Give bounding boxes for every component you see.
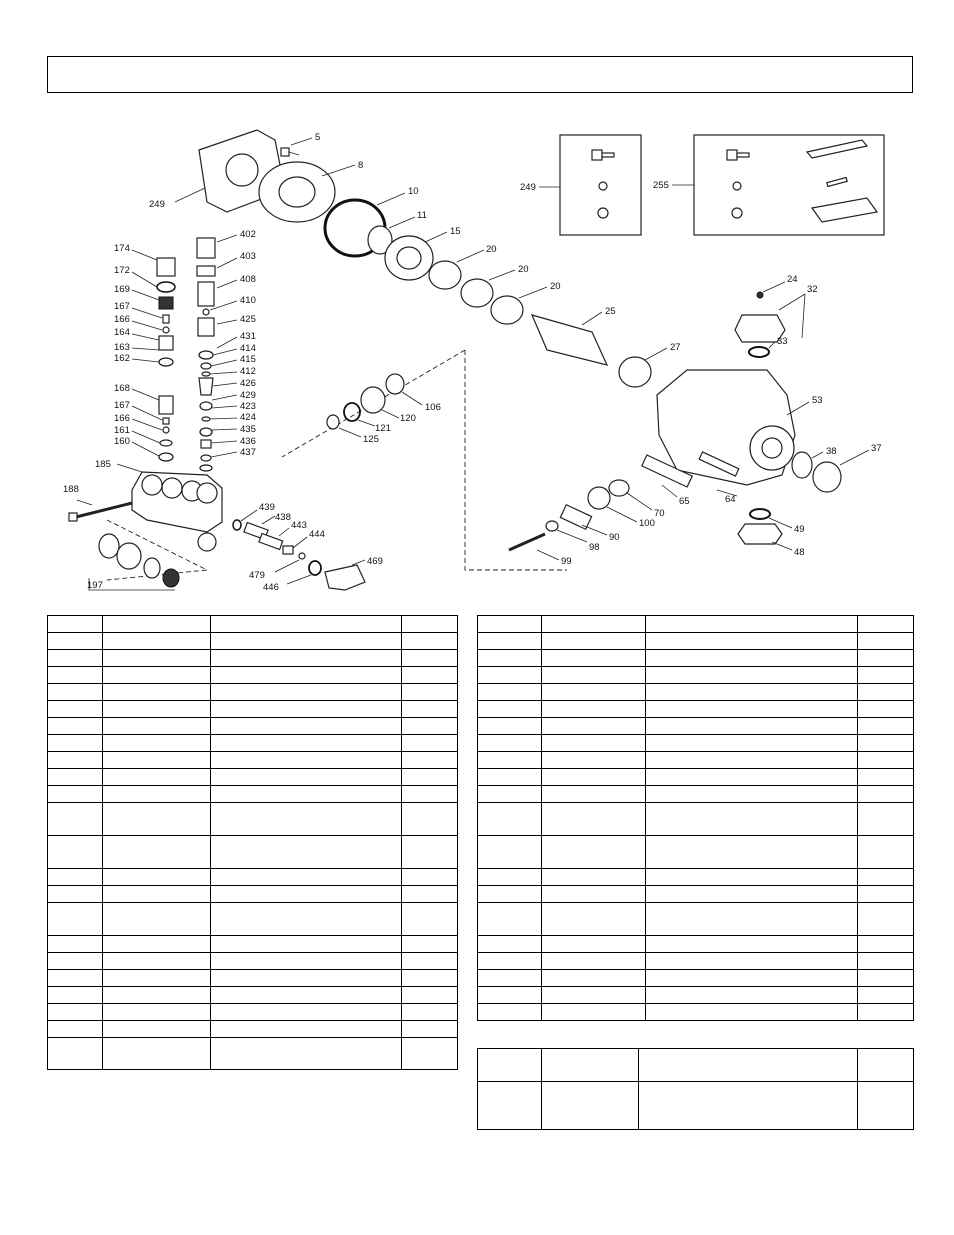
callout-166-b: 166 [114, 413, 130, 424]
callout-443: 443 [291, 520, 307, 531]
callout-431: 431 [240, 331, 256, 342]
table-row [478, 1004, 914, 1021]
callout-249-plate: 249 [149, 199, 165, 210]
callout-11: 11 [417, 210, 427, 221]
table-row [478, 752, 914, 769]
bolt-99 [509, 534, 545, 550]
seal-100 [588, 487, 610, 509]
o-ring-439 [233, 520, 241, 530]
callout-167-a: 167 [114, 301, 130, 312]
callout-38: 38 [826, 446, 837, 457]
table-row [48, 987, 458, 1004]
table-row [48, 786, 458, 803]
callout-185: 185 [95, 459, 111, 470]
callout-24: 24 [787, 274, 798, 285]
callout-429: 429 [240, 390, 256, 401]
kit-box-255 [694, 135, 884, 235]
callout-99: 99 [561, 556, 572, 567]
callout-49: 49 [794, 524, 805, 535]
callout-446: 446 [263, 582, 279, 593]
fitting-444 [283, 546, 293, 554]
callout-100: 100 [639, 518, 655, 529]
table-row [48, 953, 458, 970]
o-ring-121 [344, 403, 360, 421]
callout-423: 423 [240, 401, 256, 412]
callout-20-c: 20 [550, 281, 561, 292]
callout-439: 439 [259, 502, 275, 513]
callout-125: 125 [363, 434, 379, 445]
table-row [48, 769, 458, 786]
callout-168: 168 [114, 383, 130, 394]
table-row [478, 987, 914, 1004]
table-row [48, 1038, 458, 1070]
sight-glass [813, 462, 841, 492]
unloader-group-197 [99, 534, 179, 587]
table-row [48, 735, 458, 752]
table-row [478, 786, 914, 803]
seal-120 [361, 387, 385, 413]
table-row [478, 769, 914, 786]
callout-415: 415 [240, 354, 256, 365]
callout-403: 403 [240, 251, 256, 262]
o-ring-446 [309, 561, 321, 575]
callout-64: 64 [725, 494, 736, 505]
callout-53: 53 [812, 395, 823, 406]
parts-table-small [477, 1048, 914, 1130]
table-row [478, 803, 914, 836]
seal-38 [792, 452, 812, 478]
callout-65: 65 [679, 496, 690, 507]
callout-160: 160 [114, 436, 130, 447]
callout-37: 37 [871, 443, 882, 454]
table-row [48, 903, 458, 936]
table-row [478, 836, 914, 869]
table-row [48, 667, 458, 684]
table-row [478, 869, 914, 886]
callout-161: 161 [114, 425, 130, 436]
callout-444: 444 [309, 529, 325, 540]
callout-20-b: 20 [518, 264, 529, 275]
table-row [48, 1021, 458, 1038]
washer-98 [546, 521, 558, 531]
parts-table-right [477, 615, 914, 1021]
callout-121: 121 [375, 423, 391, 434]
callout-249-kit: 249 [520, 182, 536, 193]
callout-469: 469 [367, 556, 383, 567]
bearing-27 [619, 357, 651, 387]
table-row [478, 970, 914, 987]
callout-15: 15 [450, 226, 461, 237]
callout-8: 8 [358, 160, 364, 171]
table-row [48, 869, 458, 886]
callout-197: 197 [87, 580, 103, 591]
table-row [478, 1049, 914, 1082]
callout-435: 435 [240, 424, 256, 435]
callout-164: 164 [114, 327, 130, 338]
table-row [48, 936, 458, 953]
table-row [48, 970, 458, 987]
callout-10: 10 [408, 186, 419, 197]
table-row [48, 1004, 458, 1021]
table-row [478, 886, 914, 903]
callout-479: 479 [249, 570, 265, 581]
callout-48: 48 [794, 547, 805, 558]
table-row [478, 1082, 914, 1130]
callout-162: 162 [114, 353, 130, 364]
table-row [478, 701, 914, 718]
callout-438: 438 [275, 512, 291, 523]
table-row [48, 701, 458, 718]
callout-174: 174 [114, 243, 130, 254]
table-row [478, 953, 914, 970]
callout-169: 169 [114, 284, 130, 295]
callout-90: 90 [609, 532, 620, 543]
callout-436: 436 [240, 436, 256, 447]
callout-172: 172 [114, 265, 130, 276]
table-row [48, 886, 458, 903]
callout-32: 32 [807, 284, 818, 295]
callout-120: 120 [400, 413, 416, 424]
callout-5: 5 [315, 132, 321, 143]
callout-188: 188 [63, 484, 79, 495]
table-row [48, 650, 458, 667]
callout-25: 25 [605, 306, 616, 317]
callout-255: 255 [653, 180, 669, 191]
table-row [48, 803, 458, 836]
exploded-parts-diagram [47, 110, 913, 610]
table-row [48, 836, 458, 869]
callout-98: 98 [589, 542, 600, 553]
table-row [478, 735, 914, 752]
table-row [478, 650, 914, 667]
callout-402: 402 [240, 229, 256, 240]
callout-437: 437 [240, 447, 256, 458]
table-row [48, 752, 458, 769]
table-row [478, 718, 914, 735]
callout-426: 426 [240, 378, 256, 389]
table-row [48, 616, 458, 633]
callout-33: 33 [777, 336, 788, 347]
parts-table-left [47, 615, 458, 1070]
callout-410: 410 [240, 295, 256, 306]
crankshaft [532, 315, 607, 365]
table-row [478, 616, 914, 633]
drain-plug [738, 524, 782, 544]
callout-408: 408 [240, 274, 256, 285]
callout-425: 425 [240, 314, 256, 325]
callout-163: 163 [114, 342, 130, 353]
title-box [47, 56, 913, 93]
table-row [48, 633, 458, 650]
outlet-fitting-469 [325, 565, 365, 590]
washer-70 [609, 480, 629, 496]
callout-414: 414 [240, 343, 256, 354]
callout-166-a: 166 [114, 314, 130, 325]
callout-27: 27 [670, 342, 681, 353]
table-row [478, 633, 914, 650]
left-valve-stack [157, 258, 175, 461]
callout-167-b: 167 [114, 400, 130, 411]
table-row [478, 903, 914, 936]
sleeve-90 [560, 505, 591, 530]
table-row [478, 936, 914, 953]
callout-412: 412 [240, 366, 256, 377]
right-valve-stack [197, 238, 215, 471]
table-row [478, 684, 914, 701]
callout-424: 424 [240, 412, 256, 423]
connecting-rods [429, 261, 523, 324]
table-row [478, 667, 914, 684]
callout-106: 106 [425, 402, 441, 413]
seal-106 [386, 374, 404, 394]
callout-20-a: 20 [486, 244, 497, 255]
callout-70: 70 [654, 508, 665, 519]
bolt-188 [72, 503, 132, 518]
seal-125 [327, 415, 339, 429]
table-row [48, 718, 458, 735]
table-row [48, 684, 458, 701]
